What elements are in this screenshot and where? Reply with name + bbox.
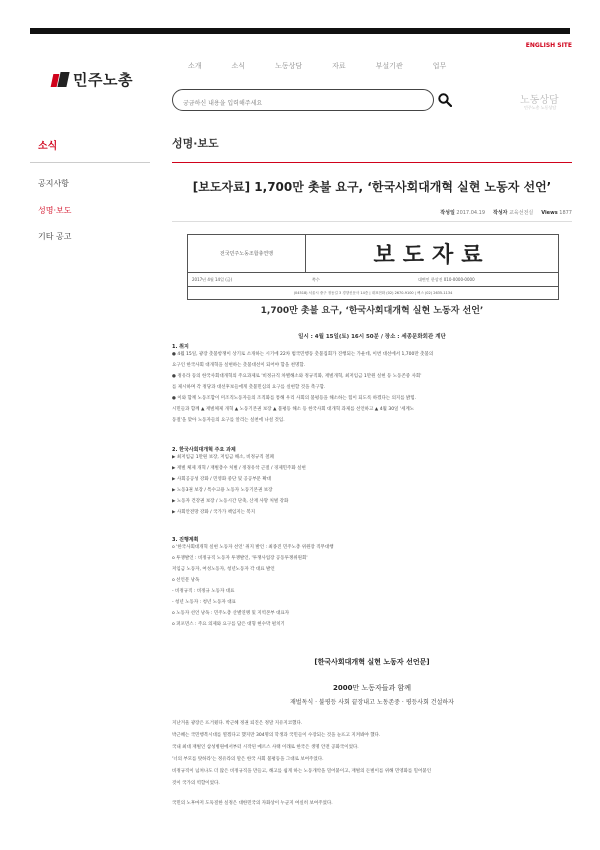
declaration-body — [172, 722, 572, 814]
declaration-subtitle-text: 만 노동자들과 함께 — [352, 684, 412, 692]
declaration-slogan: 재벌독식 · 불평등 사회 끝장내고 노동존중 · 평등사회 건설하자 — [290, 699, 454, 706]
body-line: 국내 최대 재벌인 삼성병원에서부터 시작된 메르스 사태 이래로 한국은 생명 안전 공화국이었다. — [172, 745, 359, 750]
sidebar-item-notices[interactable]: 공지사항 — [38, 179, 69, 188]
section-plan — [172, 538, 572, 634]
sidebar-item-statements[interactable]: 성명·보도 — [38, 206, 72, 215]
body-line: o 투쟁발언 : 비정규직 노동자 투쟁발언, '투쟁사업장 공동투쟁위원회' — [172, 556, 308, 561]
body-line: ▶ 재벌 체제 개혁 / 재벌총수 처벌 / 정경유착 근절 / 경제민주화 실현 — [172, 466, 306, 471]
press-contact: 대변인 한상진 010-0000-0000 — [418, 277, 475, 282]
english-site-link[interactable]: ENGLISH SITE — [525, 42, 572, 49]
logo-text: 민주노총 — [73, 71, 133, 89]
meta-views: 1877 — [559, 210, 572, 216]
body-line: ● 정유라 등의 한국사회대개혁의 주요과제로 '비정규직 차별해소와 정규직화, 재벌개혁, 최저임금 1만원 실현 등 노동존중 사회' — [172, 374, 422, 379]
press-release-header — [187, 234, 559, 300]
body-line: o 노동자 선언 낭독 : 민주노총 산별연맹 및 지역본부 대표자 — [172, 611, 290, 616]
nav-item-news[interactable]: 소식 — [231, 62, 246, 70]
meta-writer: 교육선전실 — [509, 210, 534, 216]
section-tasks — [172, 448, 572, 522]
press-title: 보도자료 — [306, 235, 558, 273]
declaration-subtitle — [172, 683, 572, 693]
sidebar-divider — [30, 162, 150, 163]
section-heading: 2. 한국사회대개혁 주요 과제 — [172, 447, 236, 453]
body-line: 저임금 노동자, 여성노동자, 청년노동자 각 대표 발언 — [172, 567, 275, 572]
body-line: 국민의 노후마저 도둑질한 실정은 대한민국의 자화상이 누군지 여실히 보여주었다. — [172, 801, 333, 806]
sidebar-item-other-notices[interactable]: 기타 공고 — [38, 232, 72, 241]
title-divider — [172, 162, 572, 163]
body-line: 박근혜는 국민행복시대를 열겠다고 했지만 304명의 학생과 국민들이 수장되는 것을 눈뜨고 지켜봐야 했다. — [172, 733, 381, 738]
body-line: '너의 부모를 탓하라'는 정유라의 말은 한국 사회 불평등을 그대로 보여주었다. — [172, 757, 324, 762]
declaration-title: [한국사회대개혁 실현 노동자 선언문] — [314, 658, 430, 666]
meta-divider — [172, 221, 572, 222]
meta-views-label: Views — [541, 210, 558, 216]
body-line: ▶ 사회안전망 강화 / 국가가 책임지는 복지 — [172, 510, 256, 515]
declaration-number: 2000 — [332, 684, 353, 692]
body-line: ● 이와 함께 노동조합이 미조직노동자들의 조직화를 통해 우리 사회의 불평등을 해소하는 힘이 되도록 하겠다는 의지를 밝힘. — [172, 396, 417, 401]
press-info-row — [188, 273, 558, 287]
body-line: - 청년 노동자 : 청년 노동자 대표 — [172, 600, 236, 605]
body-line: ▶ 사회공공성 강화 / 민영화 중단 및 공공부문 확대 — [172, 477, 272, 482]
nav-item-resources[interactable]: 자료 — [332, 62, 346, 70]
page-title: 성명·보도 — [172, 137, 219, 150]
body-line: 것이 국가의 역할이었다. — [172, 781, 220, 786]
body-line: 요구인 한국사회 대개혁을 실현하는 촛불대선이 되어야 함을 천명함. — [172, 363, 306, 368]
logo[interactable] — [52, 69, 133, 90]
nav-item-about[interactable]: 소개 — [188, 62, 202, 70]
consult-subtitle: 민주노총 노동상담 — [524, 105, 557, 110]
press-org: 전국민주노동조합총연맹 — [188, 235, 306, 273]
event-datetime: 일시 : 4월 15일(토) 16시 50분 / 장소 : 세종문화회관 계단 — [298, 334, 446, 340]
body-line: ▶ 최저임금 1만원 보장, 저임금 해소, 비정규직 철폐 — [172, 455, 274, 460]
nav-item-work[interactable]: 업무 — [432, 62, 447, 70]
search-input[interactable] — [173, 94, 413, 114]
meta-date: 2017.04.19 — [456, 210, 486, 216]
section-heading: 3. 진행계획 — [172, 537, 199, 543]
nav-item-affiliates[interactable]: 부설기관 — [375, 62, 403, 70]
search-icon[interactable] — [438, 93, 452, 107]
search-box — [172, 89, 434, 111]
article-meta — [440, 209, 572, 216]
section-heading: 1. 취지 — [172, 344, 189, 350]
body-line: 를 제시하며 각 정당과 대선후보들에게 촛불민심의 요구를 실현할 것을 촉구함. — [172, 385, 326, 390]
body-line: ● 4월 15일, 광장 촛불항쟁이 상기로 소개하는 시기에 22차 범국민행동 촛불집회가 진행되는 가운데, 이번 대선에서 1,700만 촛불의 — [172, 352, 434, 357]
press-date: 2017년 4월 14일 (금) — [192, 277, 233, 282]
body-line: o 선언문 낭독 — [172, 578, 200, 583]
sidebar-title: 소식 — [38, 141, 58, 152]
press-address: (04518) 서울시 중구 정동길 3 경향신문사 14층 | 대표전화 (02) 2670-9100 | 팩스 (02) 2635-1134 — [293, 291, 453, 295]
press-pages: 쪽수 — [312, 277, 320, 282]
body-line: 지난겨울 광장은 뜨거웠다. 박근혜 정권 퇴진은 정말 지유지코했다. — [172, 721, 303, 726]
consult-link[interactable]: 노동상담 — [520, 95, 559, 106]
body-line: ▶ 노동3권 보장 / 특수고용 노동자 노동기본권 보장 — [172, 488, 273, 493]
meta-writer-label: 작성자 — [492, 210, 508, 216]
body-line: 시민들과 함께 ▲ 재벌체제 개혁 ▲ 노동기본권 보장 ▲ 불평등 해소 등 한국사회 대개혁 과제를 선언하고 ▲ 4월 30일 '세계노 — [172, 407, 415, 412]
body-line: 동절'을 맞아 노동자들의 요구를 알리는 실천에 나설 것임. — [172, 418, 285, 423]
body-line: o 퍼포먼스 : 주요 의제와 요구를 담은 대형 현수막 펼치기 — [172, 622, 285, 627]
main-nav — [188, 61, 476, 71]
article-title: [보도자료] 1,700만 촛불 요구, ‘한국사회대개혁 실현 노동자 선언’ — [192, 180, 552, 194]
body-line: o '한국사회대개혁 실현 노동자 선언' 취지 발언 : 최종진 민주노총 위원장 직무대행 — [172, 545, 334, 550]
section-purpose — [172, 345, 572, 430]
nav-item-consult[interactable]: 노동상담 — [275, 62, 303, 70]
body-line: 비정규직이 넘쳐나도 더 많은 비정규직을 만들고, 해고를 쉽게 하는 노동개악을 밀어붙이고, 재벌의 돈벌이를 위해 민영화를 밀어붙인 — [172, 769, 432, 774]
meta-date-label: 작성일 — [440, 210, 455, 216]
top-bar — [30, 28, 570, 34]
body-line: ▶ 노동자 건강권 보장 / 노동시간 단축, 산재 사망 처벌 강화 — [172, 499, 289, 504]
logo-mark-icon — [52, 72, 69, 87]
press-headline: 1,700만 촛불 요구, ‘한국사회대개혁 실현 노동자 선언’ — [260, 306, 484, 316]
body-line: - 비정규직 : 비정규 노동자 대표 — [172, 589, 235, 594]
